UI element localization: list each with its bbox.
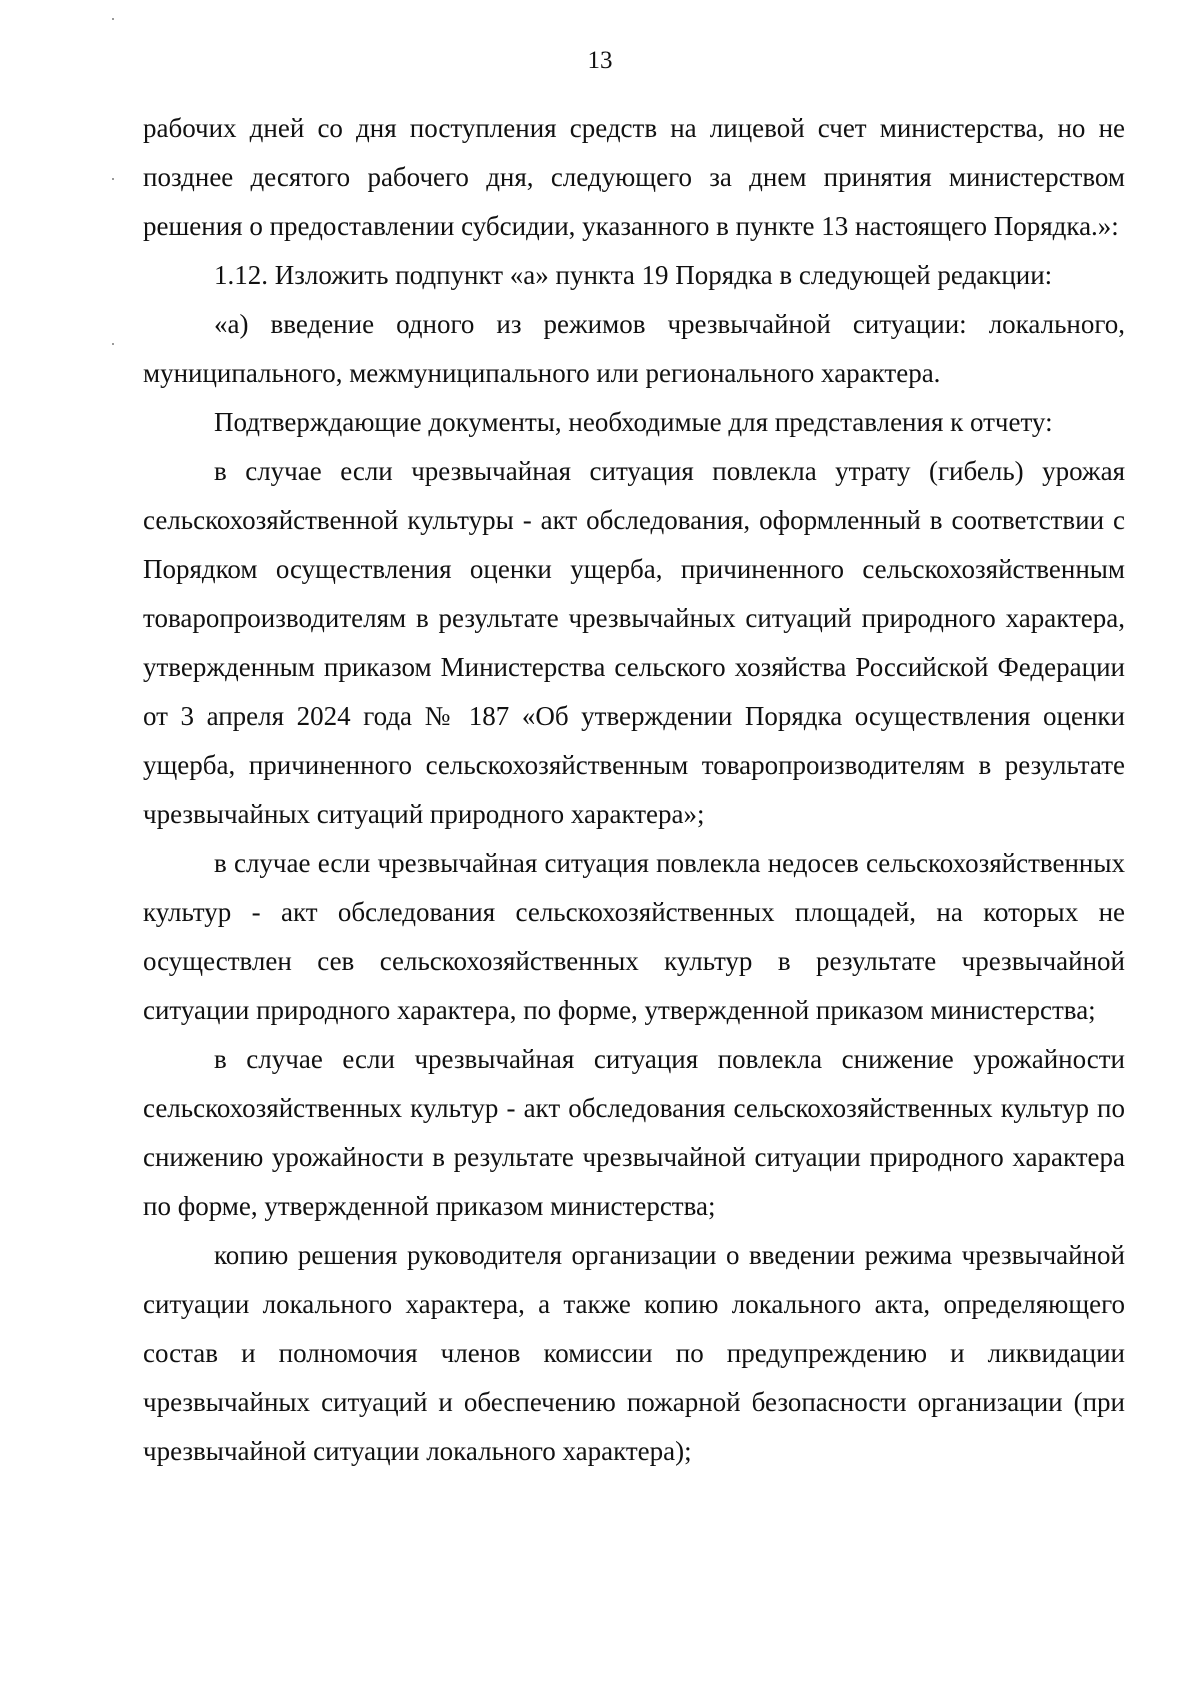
scan-dot [112, 178, 114, 180]
paragraph-continuation: рабочих дней со дня поступления средств на лицевой счет министерства, но не позднее десятого рабочего дня, следующего за днем принятия министерством решения о предоставлении субсидии, указанного в пункте 13 настоящего Порядка.»: [143, 113, 1125, 241]
paragraph-local-emergency-decision: копию решения руководителя организации о введении режима чрезвычайной ситуации локального характера, а также копию локального акта, определяющего состав и полномочия членов комиссии по предупреждению и ликвидации чрезвычайных ситуаций и обеспечению пожарной безопасности организации (при чрезвычайной ситуации локального характера); [143, 1240, 1125, 1466]
paragraph-yield-reduction: в случае если чрезвычайная ситуация повлекла снижение урожайности сельскохозяйственных культур - акт обследования сельскохозяйственных культур по снижению урожайности в результате чрезвычайной ситуации природного характера по форме, утвержденной приказом министерства; [143, 1044, 1125, 1221]
paragraph-undersowing: в случае если чрезвычайная ситуация повлекла недосев сельскохозяйственных культур - акт обследования сельскохозяйственных площадей, на которых не осуществлен сев сельскохозяйственных культур в результате чрезвычайной ситуации природного характера, по форме, утвержденной приказом министерства; [143, 848, 1125, 1025]
page-number: 13 [587, 47, 613, 74]
paragraph-supporting-documents: Подтверждающие документы, необходимые для представления к отчету: [214, 407, 1053, 437]
paragraph-amendment-1-12: 1.12. Изложить подпункт «а» пункта 19 Порядка в следующей редакции: [214, 260, 1053, 290]
document-body [143, 104, 1125, 1476]
scan-dot [112, 18, 114, 20]
paragraph-crop-loss: в случае если чрезвычайная ситуация повлекла утрату (гибель) урожая сельскохозяйственной культуры - акт обследования, оформленный в соответствии с Порядком осуществления оценки ущерба, причиненного сельскохозяйственным товаропроизводителям в результате чрезвычайных ситуаций природного характера, утвержденным приказом Министерства сельского хозяйства Российской Федерации от 3 апреля 2024 года № 187 «Об утверждении Порядка осуществления оценки ущерба, причиненного сельскохозяйственным товаропроизводителям в результате чрезвычайных ситуаций природного характера»; [143, 456, 1125, 829]
paragraph-subclause-a: «а) введение одного из режимов чрезвычайной ситуации: локального, муниципального, межмуниципального или регионального характера. [143, 309, 1125, 388]
scan-dot [112, 343, 114, 345]
